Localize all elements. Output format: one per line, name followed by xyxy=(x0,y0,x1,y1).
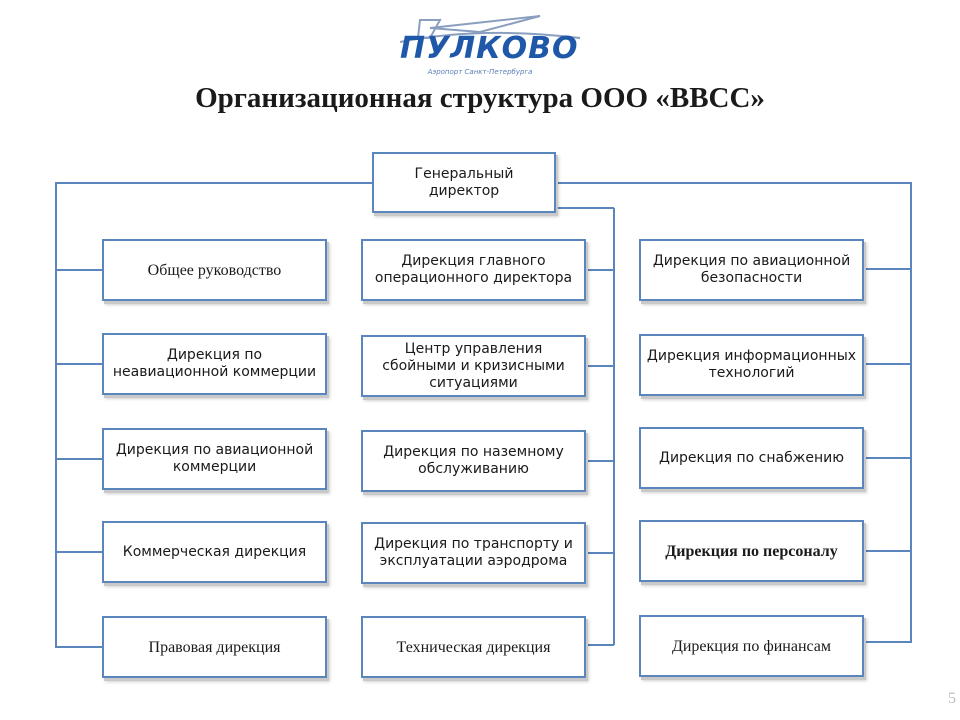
box-personnel: Дирекция по персоналу xyxy=(639,520,864,582)
page-title: Организационная структура ООО «ВВСС» xyxy=(195,82,765,114)
box-finance: Дирекция по финансам xyxy=(639,615,864,677)
box-general-director: Генеральный директор xyxy=(372,152,556,213)
box-supply: Дирекция по снабжению xyxy=(639,427,864,489)
box-aviation-security: Дирекция по авиационной безопасности xyxy=(639,239,864,301)
logo-subtitle: Аэропорт Санкт-Петербурга xyxy=(427,68,533,76)
box-chief-operating-director: Дирекция главного операционного директора xyxy=(361,239,586,301)
box-transport-aerodrome: Дирекция по транспорту и эксплуатации аэродрома xyxy=(361,522,586,584)
box-aviation-commerce: Дирекция по авиационной коммерции xyxy=(102,428,327,490)
box-legal-directorate: Правовая дирекция xyxy=(102,616,327,678)
box-crisis-control-center: Центр управления сбойными и кризисными ситуациями xyxy=(361,335,586,397)
box-non-aviation-commerce: Дирекция по неавиационной коммерции xyxy=(102,333,327,395)
box-commercial-directorate: Коммерческая дирекция xyxy=(102,521,327,583)
page-number: 5 xyxy=(948,690,956,707)
logo-text: ПУЛКОВО xyxy=(400,31,579,66)
box-general-management: Общее руководство xyxy=(102,239,327,301)
box-ground-handling: Дирекция по наземному обслуживанию xyxy=(361,430,586,492)
box-technical-directorate: Техническая дирекция xyxy=(361,616,586,678)
box-information-technology: Дирекция информационных технологий xyxy=(639,334,864,396)
